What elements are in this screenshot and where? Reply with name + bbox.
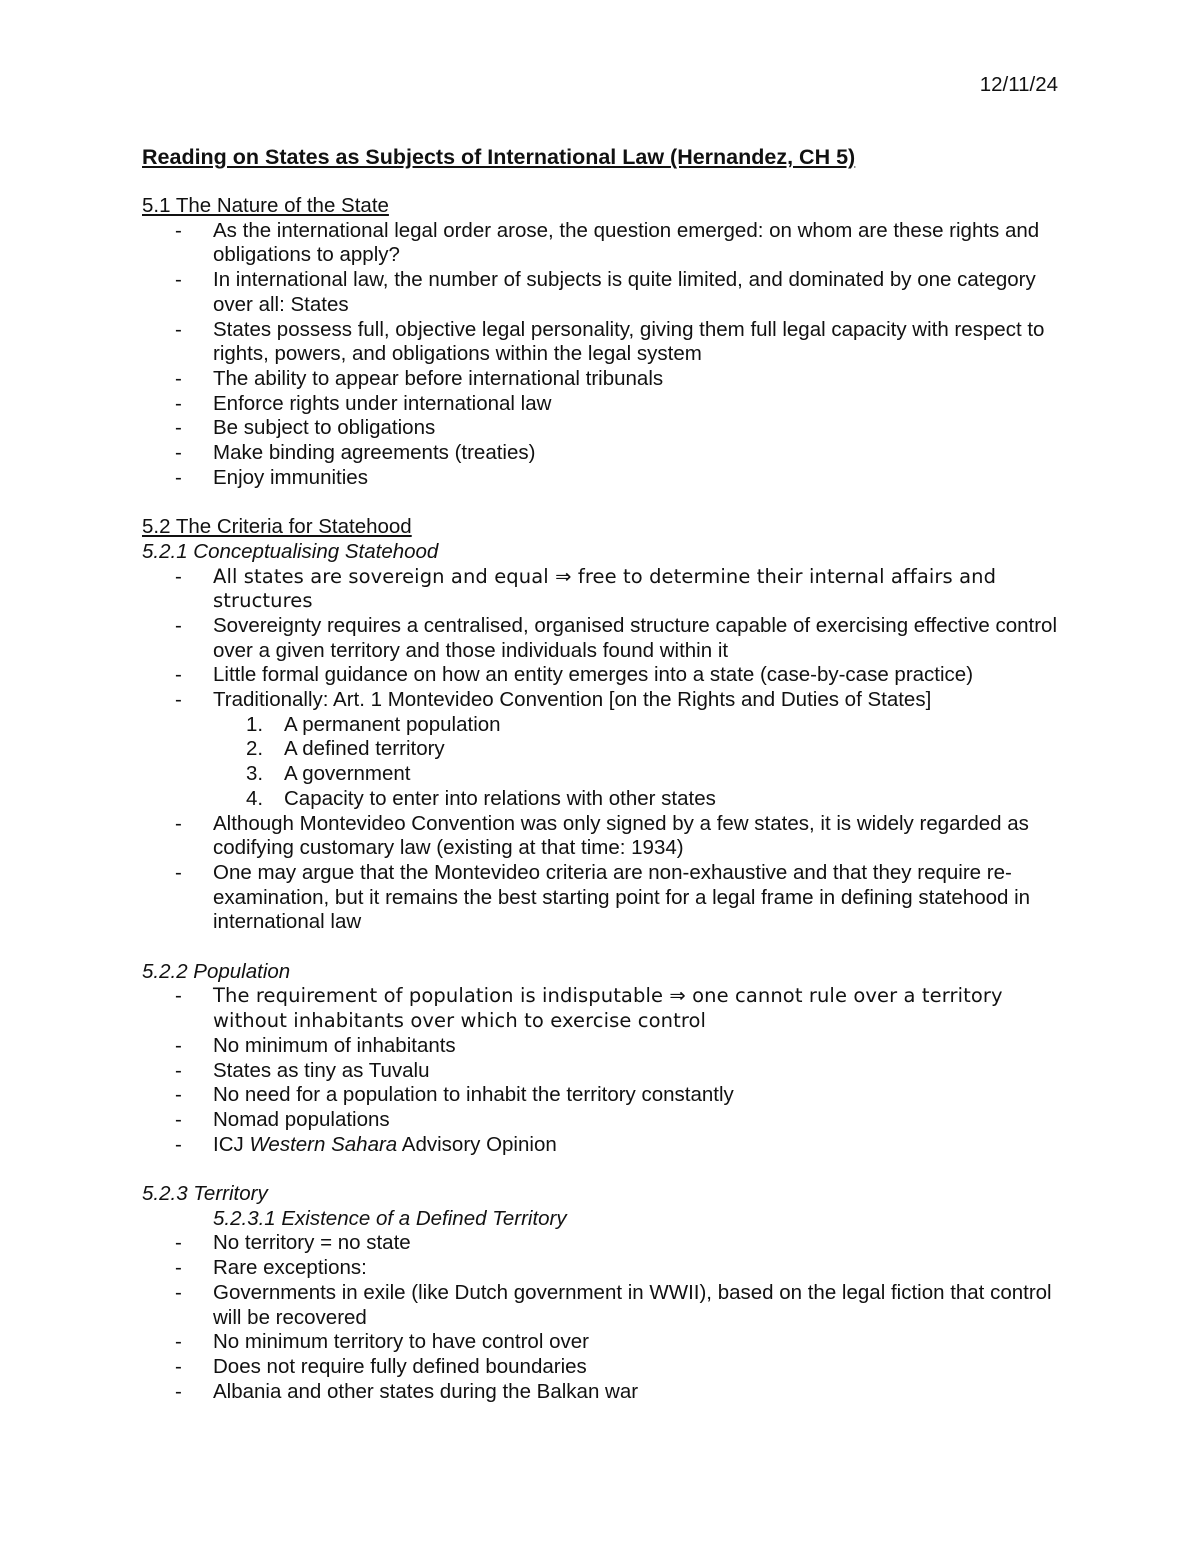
section-heading-5-1: 5.1 The Nature of the State bbox=[142, 194, 389, 217]
list-item-text: States as tiny as Tuvalu bbox=[213, 1058, 430, 1082]
list-item bbox=[142, 219, 1062, 268]
document-body bbox=[142, 194, 1062, 1404]
list-item-text: Governments in exile (like Dutch government in WWII), based on the legal fiction that control will be recovered bbox=[213, 1280, 1052, 1329]
spacer bbox=[142, 490, 1062, 515]
list-item bbox=[142, 984, 1062, 1033]
criterion-text: A government bbox=[284, 762, 411, 786]
criterion-item bbox=[284, 762, 1062, 787]
list-item-text: Rare exceptions: bbox=[213, 1256, 367, 1280]
criterion-text: A permanent population bbox=[284, 712, 501, 736]
list-item-text: Although Montevideo Convention was only signed by a few states, it is widely regarded as codifying customary law (existing at that time: 1934) bbox=[213, 811, 1029, 860]
list-item bbox=[142, 466, 1062, 491]
criterion-text: Capacity to enter into relations with other states bbox=[284, 786, 716, 810]
section-5-1-list bbox=[142, 318, 1062, 367]
list-item-text: Enforce rights under international law bbox=[213, 391, 552, 415]
criterion-item bbox=[284, 713, 1062, 738]
list-item-text-pre: ICJ bbox=[213, 1132, 250, 1156]
list-item-text: Traditionally: Art. 1 Montevideo Convention [on the Rights and Duties of States] bbox=[213, 688, 932, 712]
list-item bbox=[142, 1355, 1062, 1380]
criterion-item bbox=[284, 737, 1062, 762]
list-item-text: Does not require fully defined boundaries bbox=[213, 1355, 587, 1378]
list-item bbox=[142, 812, 1062, 861]
list-item-text: No territory = no state bbox=[213, 1231, 411, 1255]
subsection-heading-5-2-3: 5.2.3 Territory bbox=[142, 1182, 268, 1206]
subsection-heading-5-2-2: 5.2.2 Population bbox=[142, 959, 291, 983]
list-item-text: All states are sovereign and equal ⇒ free to determine their internal affairs and structures bbox=[213, 564, 997, 613]
list-item bbox=[142, 1059, 1062, 1084]
list-item-text: In international law, the number of subjects is quite limited, and dominated by one category over all: States bbox=[213, 268, 1036, 316]
list-item-text: Albania and other states during the Balkan war bbox=[213, 1379, 639, 1403]
list-item bbox=[142, 663, 1062, 688]
list-item bbox=[142, 565, 1062, 614]
case-name: Western Sahara bbox=[249, 1132, 398, 1156]
list-item bbox=[142, 1380, 1062, 1405]
section-5-2-1-list bbox=[142, 812, 1062, 861]
subsection-heading-5-2-3-1: 5.2.3.1 Existence of a Defined Territory bbox=[213, 1206, 567, 1230]
list-item-text: As the international legal order arose, the question emerged: on whom are these rights and obligations to apply? bbox=[213, 218, 1040, 267]
list-item bbox=[142, 1133, 1062, 1158]
list-item bbox=[142, 441, 1062, 466]
list-item-text: No minimum territory to have control over bbox=[213, 1330, 589, 1354]
list-item bbox=[142, 1256, 1062, 1281]
list-item bbox=[142, 1231, 1062, 1256]
sub-list bbox=[142, 1380, 1062, 1405]
section-5-2-1-list bbox=[142, 565, 1062, 713]
list-item-text: Make binding agreements (treaties) bbox=[213, 441, 536, 465]
document-date: 12/11/24 bbox=[979, 73, 1058, 96]
sub-list bbox=[142, 861, 1062, 935]
subsection-heading-5-2-1: 5.2.1 Conceptualising Statehood bbox=[142, 539, 439, 563]
capacities-list bbox=[142, 367, 1062, 491]
sub-list bbox=[142, 268, 1062, 317]
list-item bbox=[142, 1281, 1062, 1330]
list-item bbox=[142, 688, 1062, 713]
section-heading-5-2: 5.2 The Criteria for Statehood bbox=[142, 515, 412, 539]
list-item-text: The requirement of population is indisputable ⇒ one cannot rule over a territory without inhabitants over which to exercise control bbox=[213, 984, 1003, 1033]
list-item-text: States possess full, objective legal personality, giving them full legal capacity with respect to rights, powers, and obligations within the legal system bbox=[213, 317, 1045, 366]
list-item bbox=[142, 367, 1062, 392]
sub-list bbox=[142, 1281, 1062, 1330]
list-item-text: Be subject to obligations bbox=[213, 416, 436, 440]
list-item-text: One may argue that the Montevideo criteria are non-exhaustive and that they require re-examination, but it remains the best starting point for a legal frame in defining statehood in international law bbox=[213, 860, 1031, 934]
list-item-text: Little formal guidance on how an entity emerges into a state (case-by-case practice) bbox=[213, 663, 974, 687]
list-item-text: Sovereignty requires a centralised, organised structure capable of exercising effective control over a given territory and those individuals found within it bbox=[213, 613, 1057, 662]
criterion-text: A defined territory bbox=[284, 737, 445, 761]
list-item bbox=[142, 1330, 1062, 1355]
section-5-2-2-list bbox=[142, 984, 1062, 1058]
spacer bbox=[142, 935, 1062, 960]
list-item bbox=[142, 1034, 1062, 1059]
list-item-text: The ability to appear before international tribunals bbox=[213, 366, 664, 390]
section-5-2-3-1-list bbox=[142, 1330, 1062, 1379]
montevideo-criteria-list bbox=[142, 713, 1062, 812]
list-item-text: Enjoy immunities bbox=[213, 465, 368, 489]
list-item bbox=[142, 268, 1062, 317]
list-item bbox=[142, 1108, 1062, 1133]
list-item bbox=[142, 392, 1062, 417]
criterion-item bbox=[284, 787, 1062, 812]
document-title: Reading on States as Subjects of International Law (Hernandez, CH 5) bbox=[142, 145, 856, 169]
list-item bbox=[142, 861, 1062, 935]
list-item-text-post: Advisory Opinion bbox=[397, 1132, 557, 1156]
list-item bbox=[142, 416, 1062, 441]
section-5-1-list bbox=[142, 219, 1062, 268]
list-item-text: No need for a population to inhabit the territory constantly bbox=[213, 1083, 734, 1107]
sub-list bbox=[142, 1108, 1062, 1157]
list-item bbox=[142, 318, 1062, 367]
section-5-2-3-1-list bbox=[142, 1231, 1062, 1280]
list-item-text: Nomad populations bbox=[213, 1107, 390, 1131]
list-item-text: No minimum of inhabitants bbox=[213, 1033, 456, 1057]
list-item bbox=[142, 614, 1062, 663]
section-5-2-2-list bbox=[142, 1083, 1062, 1108]
sub-list bbox=[142, 1059, 1062, 1084]
spacer bbox=[142, 1157, 1062, 1182]
list-item bbox=[142, 1083, 1062, 1108]
